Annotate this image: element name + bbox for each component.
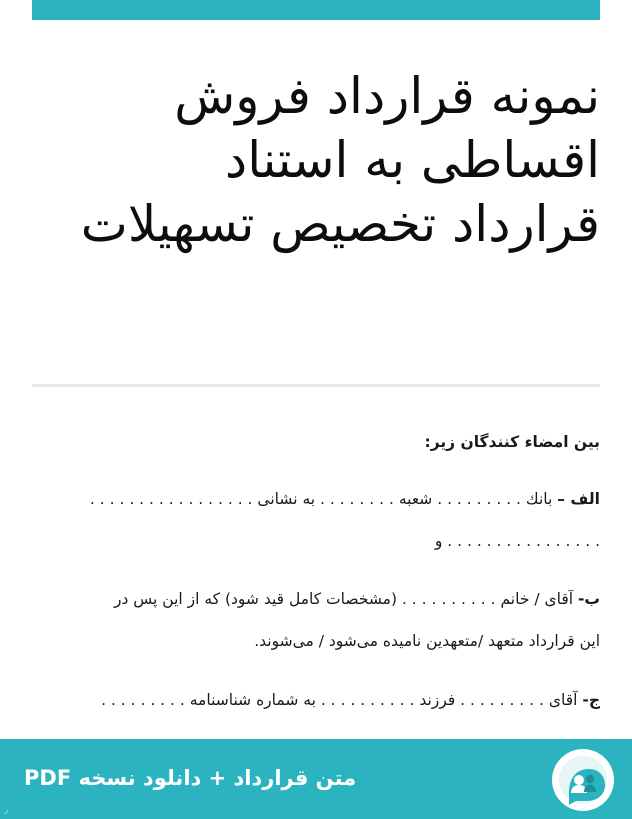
clause-c-text-1: آقای . . . . . . . . . فرزند . . . . . . . . . . به شماره شناسنامه . . . . . . . . . [101,691,578,709]
clause-a-text-2: . . . . . . . . . . . . . . . . و [434,532,600,550]
top-accent-bar [32,0,600,20]
clause-b-line-1 [32,587,600,611]
corner-mark: ر [4,805,9,815]
users-chat-icon [552,749,614,811]
clause-a-text-1: بانك . . . . . . . . . شعبه . . . . . . . . به نشانی . . . . . . . . . . . . . . . . . [89,490,553,508]
clause-b-text-1: آقای / خانم . . . . . . . . . . (مشخصات کامل قید شود) که از این پس در [113,590,574,608]
clause-c-label: ج- [582,691,600,709]
clause-b-label: ب- [577,590,600,608]
download-banner[interactable] [0,739,632,819]
download-banner-text[interactable]: متن قرارداد + دانلود نسخه PDF [24,766,357,790]
clause-a-label: الف – [557,490,600,508]
clause-c-line-1 [32,688,600,712]
document-title: نمونه قرارداد فروش اقساطی به استناد قرارداد تخصیص تسهیلات [80,67,600,253]
clause-b-line-2 [32,629,600,653]
clause-a-line-1 [32,487,600,511]
clause-a-line-2 [32,529,600,553]
title-divider [32,384,600,387]
contract-body [32,430,600,712]
intro-text: بین امضاء کنندگان زیر: [424,433,600,451]
clause-b-text-2: این قرارداد متعهد /متعهدین نامیده می‌شود / می‌شوند. [254,632,600,650]
